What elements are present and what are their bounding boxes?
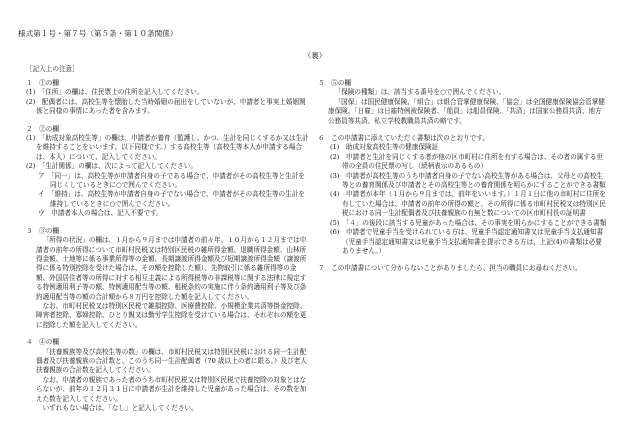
- form-number-header: 様式第１号・第７号（第５条・第１０条関係）: [18, 29, 178, 38]
- section-5: [318, 79, 608, 126]
- section-2-item-1: (1) 「助成対象高校生等」の欄は、申請者が養育（監護し、かつ、生計を同じくするか又は生計を維持することをいいます。以下同様です。）する高校生等（高校生等本人が申請する場合は、本人）について、記入してください。: [26, 134, 309, 161]
- section-6-item-1: (1) 助成対象高校生等の健康保険証: [330, 143, 439, 152]
- section-1: [26, 79, 309, 117]
- section-1-item-2: (2) 配偶者には、高校生等を懐胎した当時婚姻の届出をしていないが、申請者と事実上婚姻関係と同様の事情にあった者を含みます。: [26, 97, 306, 116]
- section-6-item-5: (5) 「４」の後段に該当する児童があった場合は、その事実を明らかにすることができる書類: [330, 218, 607, 227]
- section-6-item-6: (6) 申請者で児童手当を受けられている方は、児童手当認定通知書又は児童手当支払通知書（児童手当認定通知書又は児童手当支払通知書を提示できる方は、上記(4)の書類は必要ありません。）: [330, 228, 604, 255]
- section-2-subitem-u: ウ 申請者本人の場合は、記入不要です。: [38, 209, 163, 218]
- section-2-subitem-a: ア 「同一」は、高校生等が申請者自身の子である場合で、申請者がその高校生等と生計を同じくしているときに○で囲んでください。: [38, 171, 305, 190]
- section-1-item-1: (1) 「住所」の欄は、住民票上の住所を記入してください。: [26, 88, 204, 97]
- section-4: [26, 338, 309, 413]
- section-3: [26, 227, 309, 330]
- section-6: [318, 134, 608, 256]
- section-6-item-2: (2) 申請者と生計を同じくする者が他の区市町村に住所を有する場合は、その者の属する世帯の全員の住民票の写し（続柄表示のあるもの）: [330, 152, 604, 171]
- right-column: [318, 79, 608, 282]
- section-4-title: ４ ④の欄: [26, 338, 59, 347]
- section-5-paragraph-1: 「保険の種類」は、該当する番号を○で囲んでください。: [334, 88, 506, 97]
- section-6-item-4: (4) 申請者が本年（１月から９月までは、前年をいいます。）１月１日に他の市町村に住所を有していた場合は、申請者の前年の所得の額と、その所得に係る市町村民税又は特別区民税における同一生計配偶者及び扶養親族の有無と数についての区市町村長の証明書: [330, 190, 606, 218]
- section-5-title: ５ ⑤の欄: [318, 79, 351, 87]
- page-side-title: （裏）: [303, 51, 327, 60]
- notes-heading: ［記入上の注意］: [26, 65, 79, 73]
- section-2-item-2: (2) 「生計関係」の欄は、次によって記入してください。: [26, 162, 197, 171]
- section-7-title: ７ この申請書について分からないことがありましたら、担当の職員にお尋ねください。: [318, 264, 582, 273]
- section-3-title: ３ ③の欄: [26, 226, 59, 235]
- section-4-paragraph-2: なお、申請者の親族であった者のうち市町村民税又は特別区民税で扶養控除の対象とはならないが、前年の１２月３１日に申請者が生計を維持した児童があった場合は、その数を加えた数を記入してください。: [36, 375, 307, 403]
- section-4-paragraph-1: 「扶養親族等及び高校生等の数」の欄は、市町村民税又は特別区民税における同一生計配偶者及び扶養親族の合計数と、このうち同一生計配偶者（70 歳以上の者に限る。）及び老人扶養親族の合計数を記入してください。: [36, 347, 307, 375]
- section-7: [318, 264, 608, 273]
- section-5-paragraph-2: 「国保」は国民健康保険、「組合」は組合管掌健康保険、「協会」は全国健康保険協会管掌健康保険、「日雇」は日雇特例被保険者、「船員」は船員保険、「共済」は国家公務員共済、地方公務員等共済、私立学校教職員共済の略です。: [328, 97, 605, 125]
- section-2: [26, 125, 309, 219]
- section-4-paragraph-3: いずれもない場合は、「なし」と記入してください。: [42, 404, 198, 412]
- left-column: [26, 79, 309, 421]
- section-6-title: ６ この申請書に添えていただく書類は次のとおりです。: [318, 134, 489, 143]
- section-1-title: １ ①の欄: [26, 79, 59, 87]
- section-2-title: ２ ②の欄: [26, 124, 59, 133]
- section-3-paragraph-1: 「所得の状況」の欄は、１月から９月までは申請者の前々年、１０月から１２月までは申請者の前年の所得について市町村民税又は特別区民税の雑所得金額、退職所得金額、山林所得金額、土地等に係る事業所得等の金額、長期譲渡所得金額及び短期譲渡所得金額（譲渡所得に係る特別控除を受けた場合は、その額を控除した額）、先物取引に係る雑所得等の金額、外国居住者等の所得に対する相互主義による所得税等の非課税等に関する法律に規定する特例適用利子等の額、特例適用配当等の額、租税条約の実施に伴う条約適用利子等及び条約適用配当等の額の合計額から８万円を控除した額を記入してください。: [36, 236, 307, 301]
- section-3-paragraph-2: なお、市町村民税又は特別区民税で雑損控除、医療費控除、小規模企業共済等掛金控除、障害者控除、寡婦控除、ひとり親又は勤労学生控除を受けている場合は、それぞれの額を更に控除した額を記入してください。: [36, 301, 307, 329]
- section-6-item-3: (3) 申請者が高校生等のうち申請者自身の子でない高校生等がある場合は、父母との高校生等との養育関係及び申請者とその高校生等との養育関係を明らかにすることができる書類: [330, 171, 606, 190]
- section-2-subitem-i: イ 「維持」は、高校生等が申請者自身の子でない場合で、申請者がその高校生等の生計を維持しているときに○で囲んでください。: [38, 190, 305, 208]
